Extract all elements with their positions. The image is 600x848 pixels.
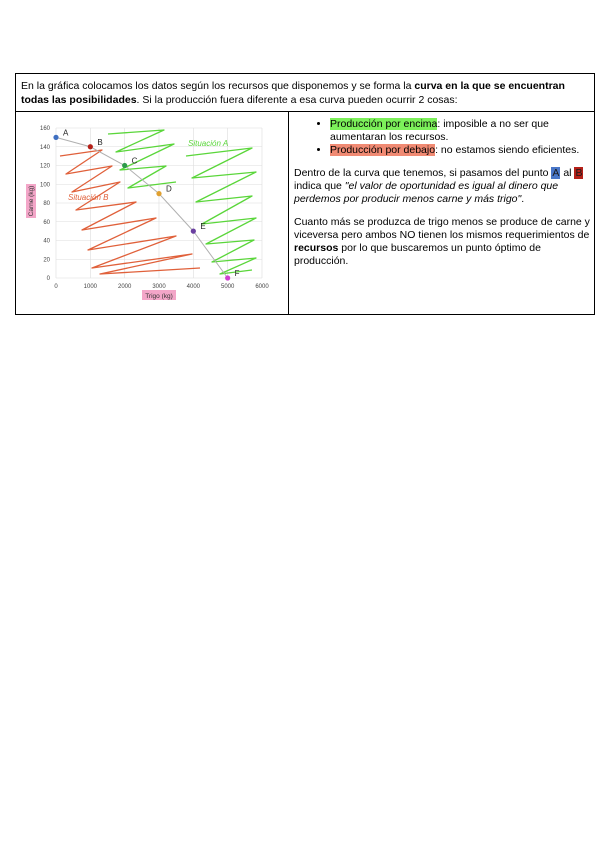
y-axis-label: Carne (kg) — [28, 185, 35, 217]
point-e — [191, 229, 196, 234]
explanation-cell — [289, 112, 594, 314]
conclusion-paragraph — [294, 216, 590, 268]
point-a-label: A — [552, 167, 560, 179]
outcomes-list — [294, 118, 590, 157]
point-label: F — [234, 269, 240, 278]
y-tick-label: 80 — [43, 201, 50, 207]
scribble-above-curve — [108, 130, 256, 274]
point-label: E — [200, 222, 206, 232]
point-label: B — [97, 137, 103, 147]
point-label: D — [166, 184, 172, 194]
para-text: al — [560, 167, 575, 179]
intro-bold: curva en la que se encuentran todas las posibilidades — [21, 80, 565, 106]
point-b-label: B — [575, 167, 583, 179]
point-label: A — [63, 128, 69, 138]
bullet-text: : imposible a no ser que aumentaran los recursos. — [330, 118, 549, 143]
list-item — [330, 118, 590, 144]
ppf-curve — [56, 137, 228, 278]
y-tick-label: 160 — [39, 126, 50, 132]
y-tick-label: 40 — [43, 238, 50, 245]
y-tick-label: 0 — [46, 276, 50, 282]
chart-cell — [16, 112, 289, 314]
point-a — [53, 135, 58, 140]
opportunity-quote: "el valor de oportunidad es igual al dinero que perdemos por producir menos carne y más trigo" — [294, 180, 559, 205]
point-c — [122, 163, 127, 168]
x-axis-label: Trigo (kg) — [145, 293, 173, 300]
point-f — [225, 275, 230, 280]
x-tick-label: 1000 — [83, 284, 98, 290]
resources-bold: recursos — [294, 242, 339, 254]
y-tick-label: 100 — [39, 182, 50, 189]
x-tick-label: 0 — [54, 284, 58, 290]
ppf-chart — [16, 112, 288, 314]
annotation-situation-b: Situación B — [68, 193, 109, 202]
para-text: por lo que buscaremos un punto óptimo de producción. — [294, 242, 541, 267]
x-tick-label: 3000 — [152, 284, 166, 290]
highlight-above: Producción por encima — [330, 118, 438, 130]
point-d — [156, 191, 161, 196]
para-text: indica que — [294, 180, 345, 192]
x-tick-label: 5000 — [220, 284, 235, 290]
point-b — [88, 144, 93, 149]
x-tick-label: 2000 — [117, 284, 132, 290]
bullet-text: : no estamos siendo eficientes. — [435, 144, 580, 156]
intro-paragraph — [16, 74, 594, 112]
x-tick-label: 4000 — [186, 284, 201, 290]
highlight-below: Producción por debajo — [330, 144, 436, 156]
opportunity-paragraph — [294, 167, 590, 206]
y-tick-label: 20 — [43, 257, 50, 264]
content-table — [15, 73, 595, 315]
intro-text-1: En la gráfica colocamos los datos según los recursos que disponemos y se forma la — [21, 80, 415, 92]
x-tick-label: 6000 — [255, 284, 269, 290]
para-text: Cuanto más se produzca de trigo menos se produce de carne y viceversa pero ambos NO tienen los mismos requerimientos de — [294, 216, 590, 241]
y-tick-label: 140 — [39, 144, 50, 151]
point-label: C — [131, 156, 138, 166]
y-tick-label: 60 — [43, 219, 50, 226]
para-text: Dentro de la curva que tenemos, si pasamos del punto — [294, 167, 552, 179]
annotation-situation-a: Situación A — [188, 139, 229, 148]
intro-text-2: . Si la producción fuera diferente a esa curva pueden ocurrir 2 cosas: — [136, 94, 458, 106]
list-item — [330, 144, 590, 157]
para-text: . — [521, 193, 525, 205]
y-tick-label: 120 — [39, 163, 50, 170]
